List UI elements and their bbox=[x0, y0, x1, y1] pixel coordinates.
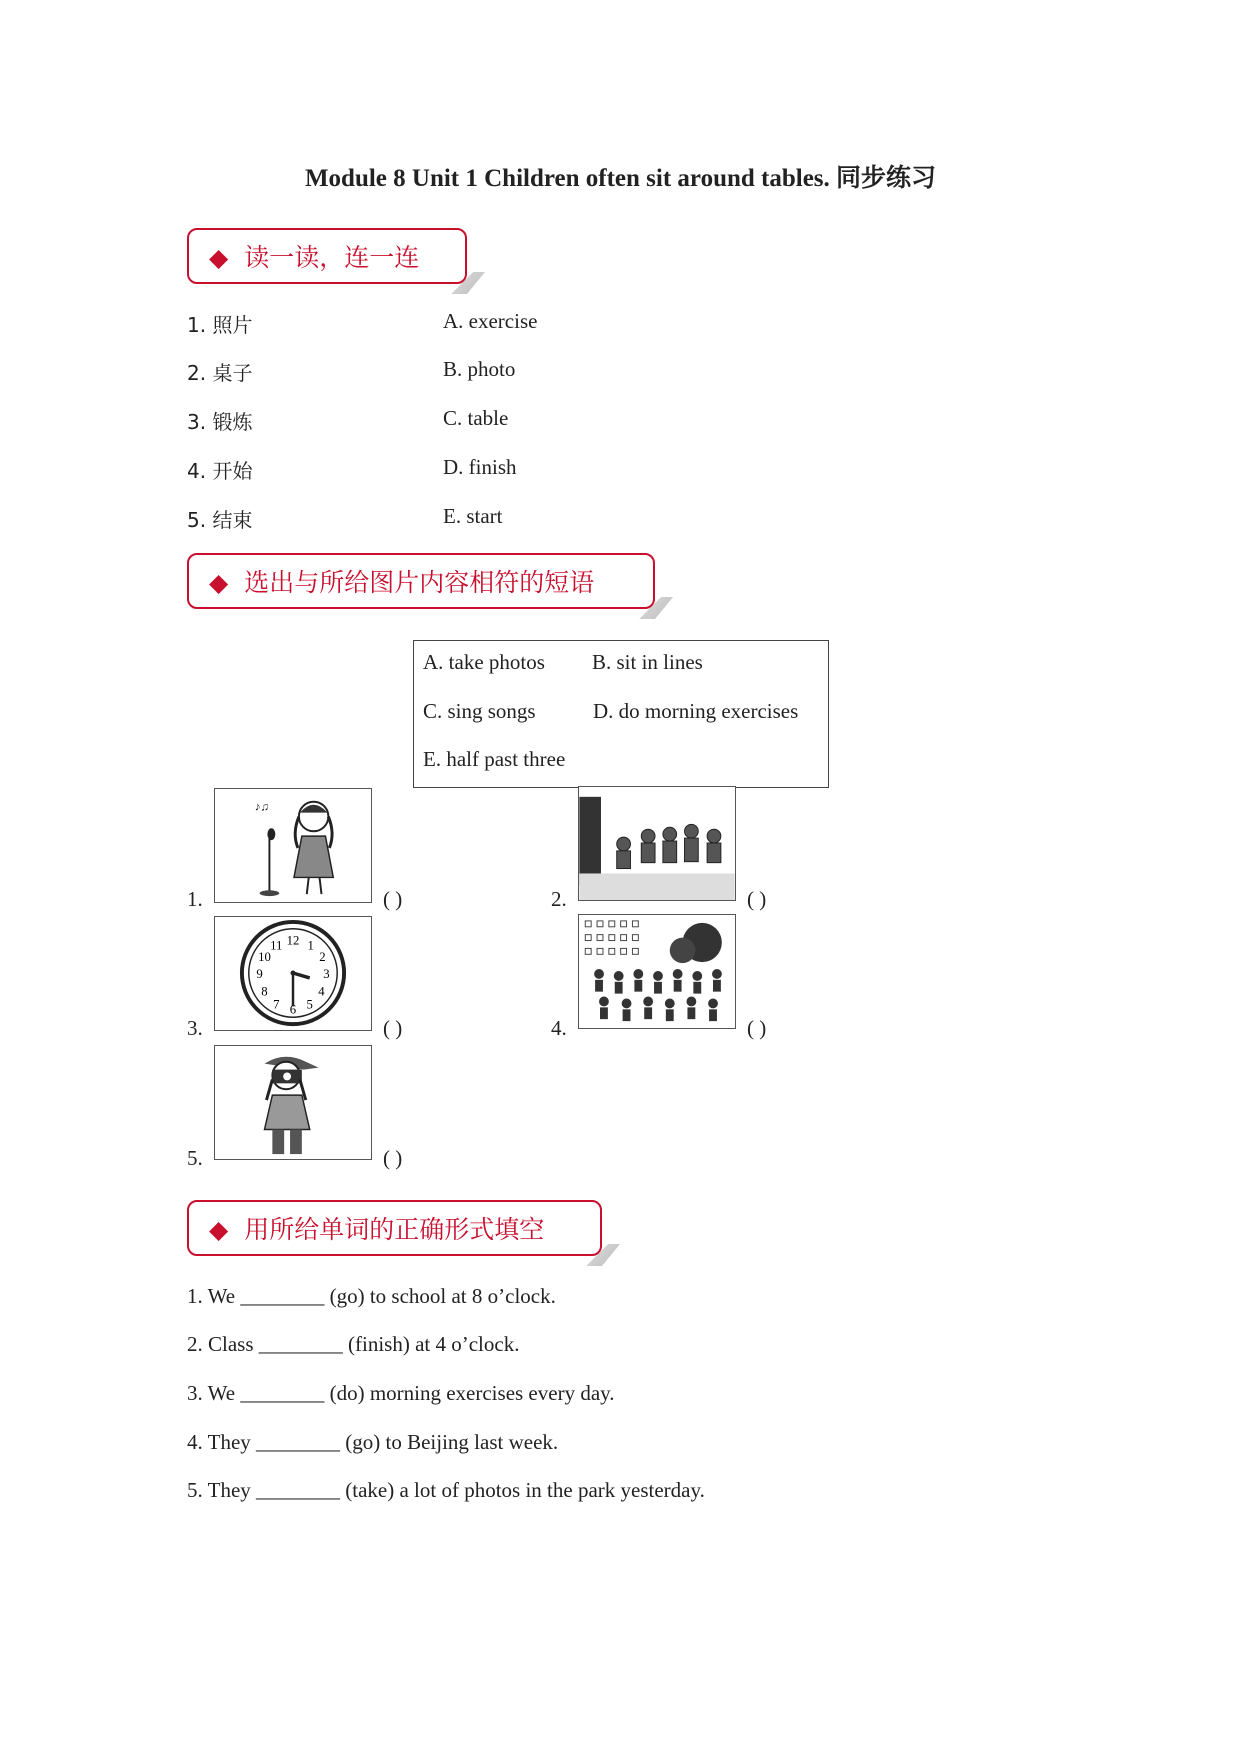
clock-number-1: 1 bbox=[307, 938, 314, 953]
diamond-icon: ◆ bbox=[209, 1215, 229, 1244]
picture-item-4-answer[interactable]: ( ) bbox=[747, 1016, 767, 1040]
picture-item-1-number: 1. bbox=[187, 887, 203, 911]
match-right-d: D. finish bbox=[443, 455, 517, 479]
children-sitting-in-lines-icon bbox=[578, 786, 736, 901]
section-1-header bbox=[187, 228, 467, 284]
clock-number-5: 5 bbox=[306, 997, 313, 1012]
fill-blank-1[interactable]: 1. We ________ (go) to school at 8 o’clock. bbox=[187, 1284, 556, 1308]
match-left-1: 1. 照片 bbox=[187, 313, 253, 337]
section-1-heading: 读一读，连一连 bbox=[244, 243, 420, 272]
clock-number-2: 2 bbox=[319, 950, 326, 965]
clock-half-past-three-icon bbox=[214, 916, 372, 1031]
section-3-header bbox=[187, 1200, 602, 1256]
diamond-icon: ◆ bbox=[209, 568, 229, 597]
match-left-5: 5. 结束 bbox=[187, 508, 253, 532]
fill-blank-2[interactable]: 2. Class ________ (finish) at 4 o’clock. bbox=[187, 1332, 520, 1356]
fill-blank-4[interactable]: 4. They ________ (go) to Beijing last week. bbox=[187, 1430, 559, 1454]
clock-number-4: 4 bbox=[318, 984, 325, 999]
picture-item-2-number: 2. bbox=[551, 887, 567, 911]
svg-text:♪♫: ♪♫ bbox=[254, 799, 270, 814]
clock-number-6: 6 bbox=[289, 1002, 297, 1017]
clock-number-7: 7 bbox=[273, 997, 280, 1012]
diamond-icon: ◆ bbox=[209, 243, 229, 272]
clock-number-9: 9 bbox=[256, 966, 263, 981]
match-left-3: 3. 锻炼 bbox=[187, 410, 253, 434]
match-right-a: A. exercise bbox=[443, 309, 538, 333]
clock-number-12: 12 bbox=[286, 933, 300, 948]
match-right-e: E. start bbox=[443, 504, 503, 528]
section-2-heading: 选出与所给图片内容相符的短语 bbox=[244, 568, 595, 597]
fill-blank-3[interactable]: 3. We ________ (do) morning exercises every day. bbox=[187, 1381, 615, 1405]
picture-item-1-answer[interactable]: ( ) bbox=[383, 887, 403, 911]
option-c: C. sing songs bbox=[423, 699, 536, 723]
match-left-4: 4. 开始 bbox=[187, 459, 253, 483]
option-a: A. take photos bbox=[423, 650, 545, 674]
morning-exercises-icon bbox=[578, 914, 736, 1029]
clock-number-3: 3 bbox=[323, 966, 330, 981]
fill-blank-5[interactable]: 5. They ________ (take) a lot of photos in the park yesterday. bbox=[187, 1478, 705, 1502]
match-right-c: C. table bbox=[443, 406, 509, 430]
picture-item-3-answer[interactable]: ( ) bbox=[383, 1016, 403, 1040]
option-b: B. sit in lines bbox=[592, 650, 703, 674]
picture-item-3-number: 3. bbox=[187, 1016, 203, 1040]
page-title: Module 8 Unit 1 Children often sit around tables. 同步练习 bbox=[304, 165, 937, 192]
picture-item-5-answer[interactable]: ( ) bbox=[383, 1146, 403, 1170]
clock-number-8: 8 bbox=[261, 984, 268, 999]
match-right-b: B. photo bbox=[443, 357, 516, 381]
picture-item-5-number: 5. bbox=[187, 1146, 203, 1170]
picture-item-2-answer[interactable]: ( ) bbox=[747, 887, 767, 911]
clock-number-11: 11 bbox=[270, 938, 283, 953]
section-2-header bbox=[187, 553, 655, 609]
match-left-2: 2. 桌子 bbox=[187, 361, 253, 385]
option-d: D. do morning exercises bbox=[593, 699, 799, 723]
option-e: E. half past three bbox=[423, 747, 566, 771]
section-3-heading: 用所给单词的正确形式填空 bbox=[244, 1215, 545, 1244]
boy-taking-photo-icon bbox=[214, 1045, 372, 1160]
picture-item-4-number: 4. bbox=[551, 1016, 567, 1040]
clock-number-10: 10 bbox=[258, 950, 271, 965]
girl-singing-icon bbox=[214, 788, 372, 903]
